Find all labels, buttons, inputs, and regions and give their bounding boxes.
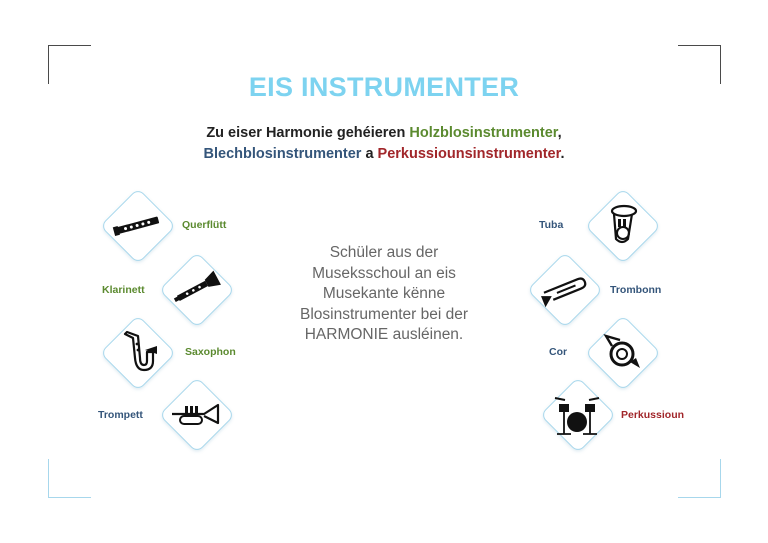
intro-subtitle [0, 123, 768, 165]
woodwind-term: Holzblosinstrumenter [409, 125, 558, 141]
label-tuba: Tuba [539, 219, 564, 231]
page-title: EIS INSTRUMENTER [248, 72, 520, 102]
brass-term: Blechblosinstrumenter [203, 146, 362, 162]
tuba-icon [594, 197, 650, 253]
label-querfluett: Querflütt [182, 219, 227, 231]
label-klarinett: Klarinett [102, 284, 145, 296]
drums-icon [549, 386, 605, 442]
label-trompett: Trompett [98, 409, 143, 421]
subtitle-comma: , [557, 125, 562, 141]
label-cor: Cor [549, 346, 568, 358]
trumpet-icon [168, 386, 224, 442]
subtitle-period: . [560, 146, 565, 162]
flute-icon [109, 197, 165, 253]
percussion-term: Perkussiounsinstrumenter [377, 146, 561, 162]
label-perkussioun: Perkussioun [621, 409, 685, 421]
loan-info-text: Schüler aus der Museksschoul an eis Musekante kënne Blosinstrumenter bei der HARMONIE ausléinen. [300, 244, 468, 343]
corner-frame-bottom-left [48, 459, 91, 498]
subtitle-prefix: Zu eiser Harmonie gehéieren [206, 125, 410, 141]
clarinet-icon [168, 261, 224, 317]
label-trombonn: Trombonn [610, 284, 662, 296]
corner-frame-bottom-right [678, 459, 721, 498]
trombone-icon [536, 261, 592, 317]
saxophone-icon [109, 324, 165, 380]
subtitle-and: a [361, 146, 378, 162]
label-saxophon: Saxophon [185, 346, 236, 358]
horn-icon [594, 324, 650, 380]
